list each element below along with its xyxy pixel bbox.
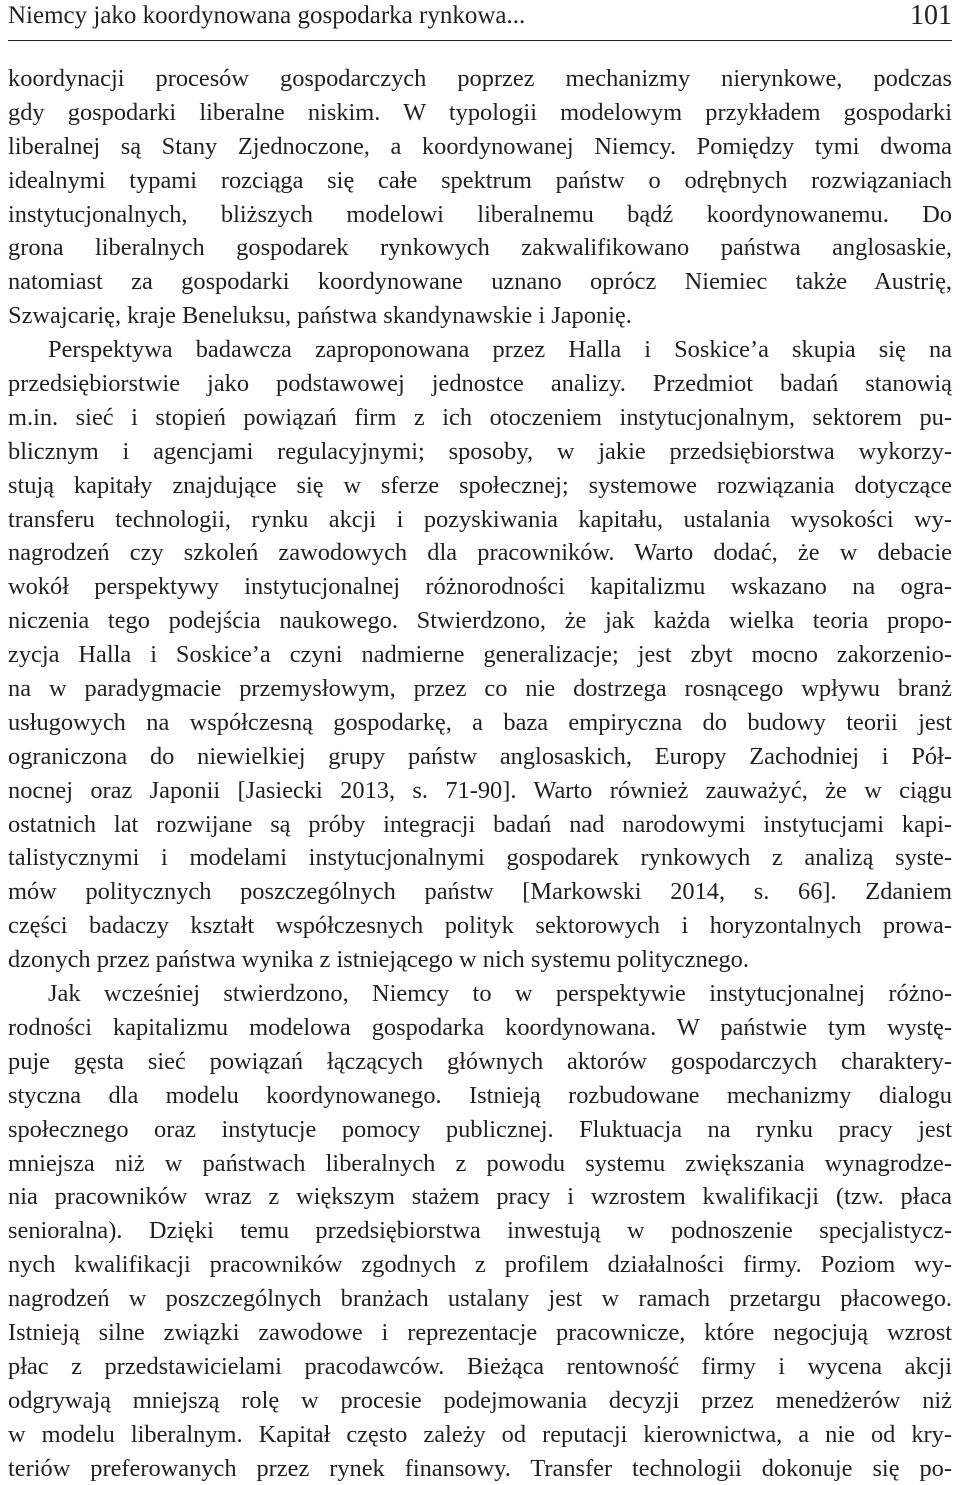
- page-number: 101: [910, 0, 952, 31]
- text-line: puje gęsta sieć powiązań łączących głównych aktorów gospodarczych charaktery-: [8, 1047, 952, 1075]
- text-line: gdy gospodarki liberalne niskim. W typologii modelowym przykładem gospodarki: [8, 98, 952, 126]
- text-line: m.in. sieć i stopień powiązań firm z ich otoczeniem instytucjonalnym, sektorem pu-: [8, 403, 952, 431]
- text-line: transferu technologii, rynku akcji i pozyskiwania kapitału, ustalania wysokości wy-: [8, 505, 952, 533]
- text-line: części badaczy kształt współczesnych polityk sektorowych i horyzontalnych prowa-: [8, 912, 952, 940]
- text-line: senioralna). Dzięki temu przedsiębiorstwa inwestują w podnoszenie specjalistycz-: [8, 1217, 952, 1245]
- text-line: na w paradygmacie przemysłowym, przez co nie dostrzega rosnącego wpływu branż: [8, 675, 952, 703]
- text-line: zycja Halla i Soskice’a czyni nadmierne generalizacje; jest zbyt mocno zakorzenio-: [8, 641, 952, 669]
- text-line: nych kwalifikacji pracowników zgodnych z profilem działalności firmy. Poziom wy-: [8, 1251, 952, 1279]
- text-line: wokół perspektywy instytucjonalnej różnorodności kapitalizmu wskazano na ogra-: [8, 573, 952, 601]
- text-line: mów politycznych poszczególnych państw [Markowski 2014, s. 66]. Zdaniem: [8, 878, 952, 906]
- text-line: dzonych przez państwa wynika z istniejącego w nich systemu politycznego.: [8, 946, 749, 974]
- text-line: styczna dla modelu koordynowanego. Istnieją rozbudowane mechanizmy dialogu: [8, 1081, 952, 1109]
- running-title: Niemcy jako koordynowana gospodarka rynkowa...: [8, 2, 526, 29]
- text-line: Istnieją silne związki zawodowe i reprezentacje pracownicze, które negocjują wzrost: [8, 1318, 952, 1346]
- text-line: społecznego oraz instytucje pomocy publicznej. Fluktuacja na rynku pracy jest: [8, 1115, 952, 1143]
- text-line: nia pracowników wraz z większym stażem pracy i wzrostem kwalifikacji (tzw. płaca: [8, 1183, 952, 1211]
- text-line: nocnej oraz Japonii [Jasiecki 2013, s. 71-90]. Warto również zauważyć, że w ciągu: [8, 776, 952, 804]
- body-text: [8, 62, 952, 1485]
- text-line: talistycznymi i modelami instytucjonalnymi gospodarek rynkowych z analizą syste-: [8, 844, 952, 872]
- text-line: płac z przedstawicielami pracodawców. Bieżąca rentowność firmy i wycena akcji: [8, 1352, 952, 1380]
- text-line: blicznym i agencjami regulacyjnymi; sposoby, w jakie przedsiębiorstwa wykorzy-: [8, 437, 952, 465]
- page-header: [8, 0, 952, 41]
- text-line: usługowych na współczesną gospodarkę, a baza empiryczna do budowy teorii jest: [8, 708, 952, 736]
- text-line: natomiast za gospodarki koordynowane uznano oprócz Niemiec także Austrię,: [8, 268, 952, 296]
- text-line: koordynacji procesów gospodarczych poprzez mechanizmy nierynkowe, podczas: [8, 65, 952, 92]
- text-line: Szwajcarię, kraje Beneluksu, państwa skandynawskie i Japonię.: [8, 302, 632, 330]
- text-line: Perspektywa badawcza zaproponowana przez Halla i Soskice’a skupia się na: [48, 336, 952, 364]
- text-line: nagrodzeń czy szkoleń zawodowych dla pracowników. Warto dodać, że w debacie: [8, 539, 952, 567]
- text-line: liberalnej są Stany Zjednoczone, a koordynowanej Niemcy. Pomiędzy tymi dwoma: [8, 132, 952, 160]
- text-line: teriów preferowanych przez rynek finansowy. Transfer technologii dokonuje się po-: [8, 1454, 952, 1482]
- text-line: przedsiębiorstwie jako podstawowej jednostce analizy. Przedmiot badań stanowią: [8, 370, 952, 398]
- text-line: ograniczona do niewielkiej grupy państw anglosaskich, Europy Zachodniej i Pół-: [8, 742, 952, 770]
- text-line: idealnymi typami rozciąga się całe spektrum państw o odrębnych rozwiązaniach: [8, 166, 952, 194]
- text-line: niczenia tego podejścia naukowego. Stwierdzono, że jak każda wielka teoria propo-: [8, 607, 952, 635]
- text-line: nagrodzeń w poszczególnych branżach ustalany jest w ramach przetargu płacowego.: [8, 1285, 952, 1313]
- text-line: rodności kapitalizmu modelowa gospodarka koordynowana. W państwie tym wystę-: [8, 1013, 952, 1041]
- text-line: stują kapitały znajdujące się w sferze społecznej; systemowe rozwiązania dotyczące: [8, 471, 952, 499]
- text-line: grona liberalnych gospodarek rynkowych zakwalifikowano państwa anglosaskie,: [8, 234, 952, 262]
- text-line: ostatnich lat rozwijane są próby integracji badań nad narodowymi instytucjami kapi-: [8, 810, 952, 838]
- text-line: instytucjonalnych, bliższych modelowi liberalnemu bądź koordynowanemu. Do: [8, 200, 952, 228]
- text-line: Jak wcześniej stwierdzono, Niemcy to w perspektywie instytucjonalnej różno-: [48, 980, 952, 1008]
- text-line: odgrywają mniejszą rolę w procesie podejmowania decyzji przez menedżerów niż: [8, 1386, 952, 1414]
- text-line: w modelu liberalnym. Kapitał często zależy od reputacji kierownictwa, a nie od kry-: [8, 1420, 952, 1448]
- text-line: mniejsza niż w państwach liberalnych z powodu systemu zwiększania wynagrodze-: [8, 1149, 952, 1177]
